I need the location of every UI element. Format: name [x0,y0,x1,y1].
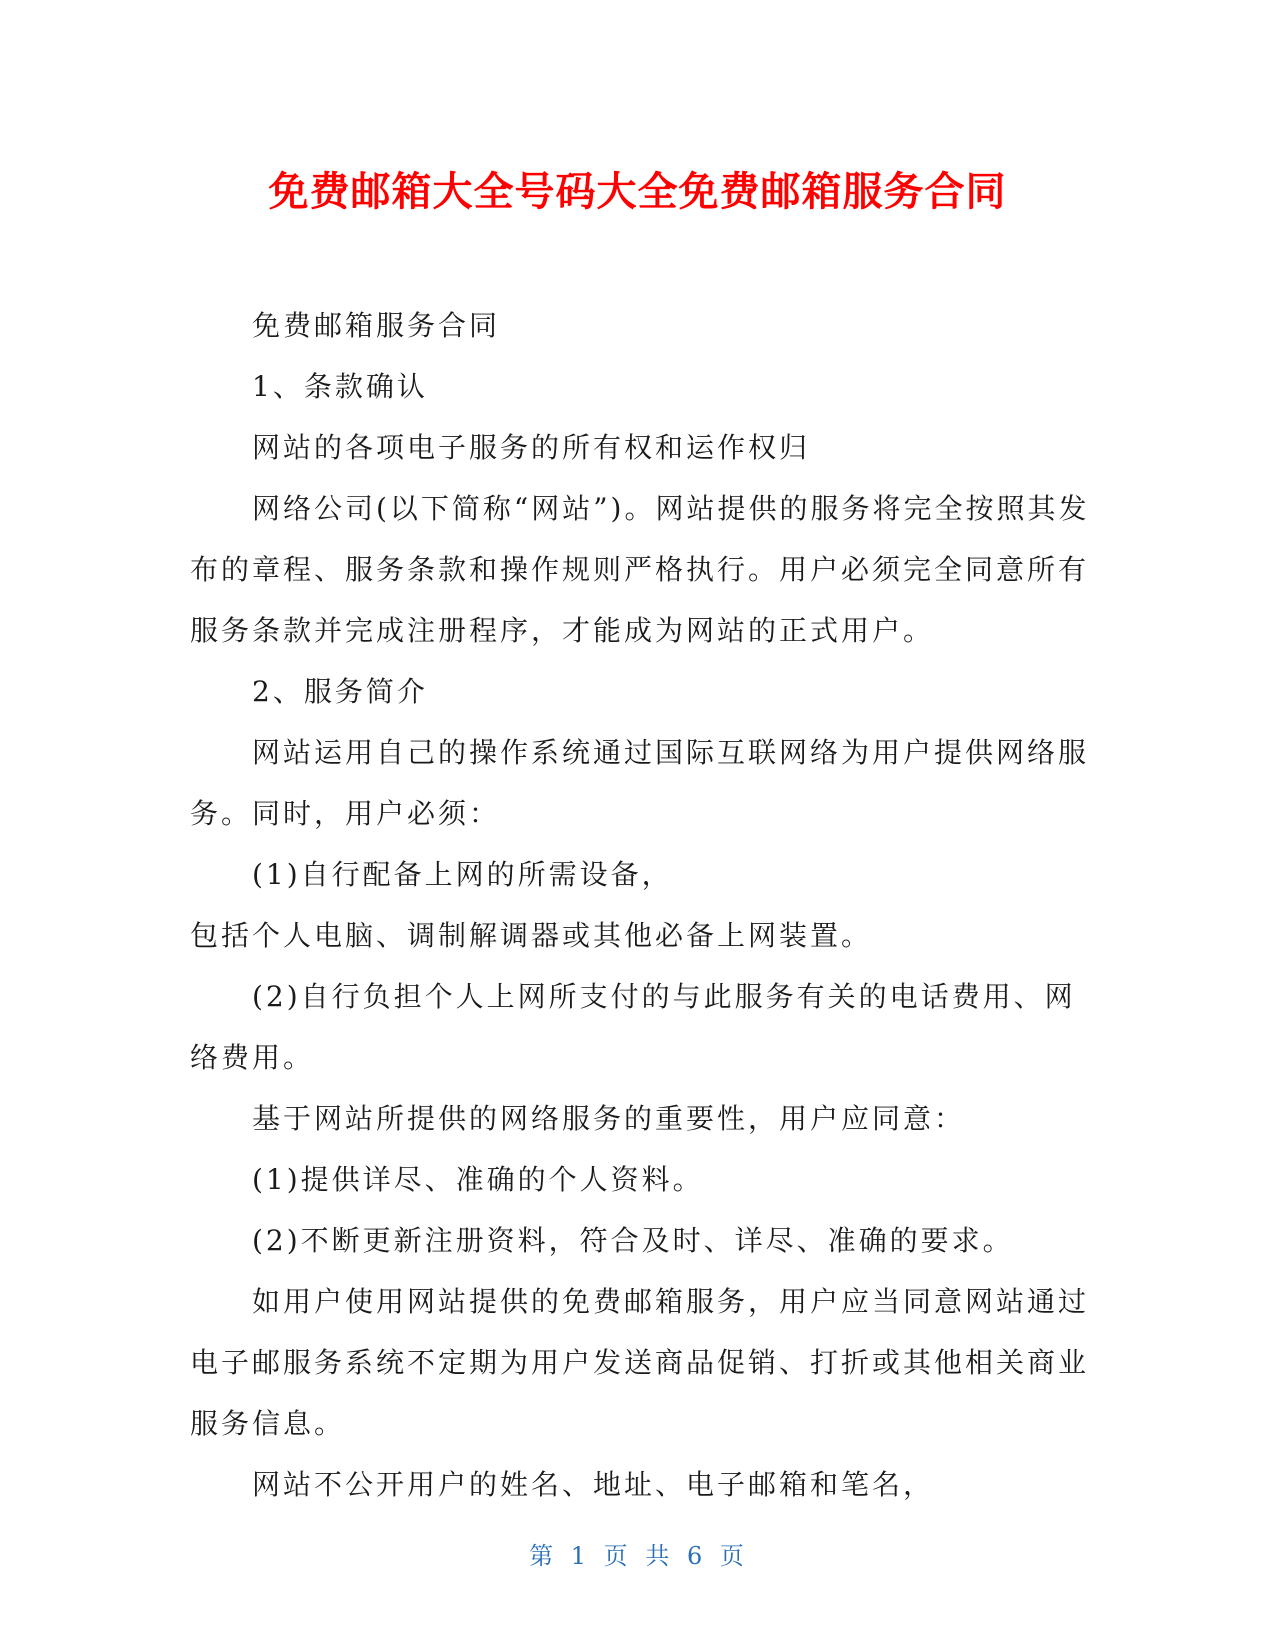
paragraph: 网站不公开用户的姓名、地址、电子邮箱和笔名， [252,1468,935,1501]
paragraph: 1、条款确认 [252,370,428,403]
document-body [190,295,1090,1515]
paragraph: 网站的各项电子服务的所有权和运作权归 [252,431,811,464]
paragraph: (1)自行配备上网的所需设备， [252,858,673,891]
footer-total-pages: 6 [686,1542,705,1570]
paragraph: (2)不断更新注册资料，符合及时、详尽、准确的要求。 [252,1224,1014,1257]
paragraph: 免费邮箱服务合同 [252,309,501,342]
paragraph: 包括个人电脑、调制解调器或其他必备上网装置。 [190,919,873,952]
document-title: 免费邮箱大全号码大全免费邮箱服务合同 [268,169,1007,215]
paragraph: 基于网站所提供的网络服务的重要性，用户应同意： [252,1102,966,1135]
footer-suffix: 页 [719,1542,746,1570]
paragraph: (1)提供详尽、准确的个人资料。 [252,1163,704,1196]
footer-current-page: 1 [570,1542,589,1570]
paragraph: 如用户使用网站提供的免费邮箱服务，用户应当同意网站通过电子邮服务系统不定期为用户发送商品促销、打折或其他相关商业服务信息。 [190,1285,1090,1440]
footer-total-prefix: 共 [645,1542,672,1570]
footer-prefix: 第 [529,1542,556,1570]
paragraph: 网络公司(以下简称“网站”)。网站提供的服务将完全按照其发布的章程、服务条款和操作规则严格执行。用户必须完全同意所有服务条款并完成注册程序，才能成为网站的正式用户。 [190,492,1090,647]
footer-page-word: 页 [603,1542,630,1570]
paragraph: 网站运用自己的操作系统通过国际互联网络为用户提供网络服务。同时，用户必须： [190,736,1090,830]
page-footer [0,1540,1275,1572]
paragraph: 2、服务简介 [252,675,428,708]
paragraph: (2)自行负担个人上网所支付的与此服务有关的电话费用、网络费用。 [190,980,1076,1074]
